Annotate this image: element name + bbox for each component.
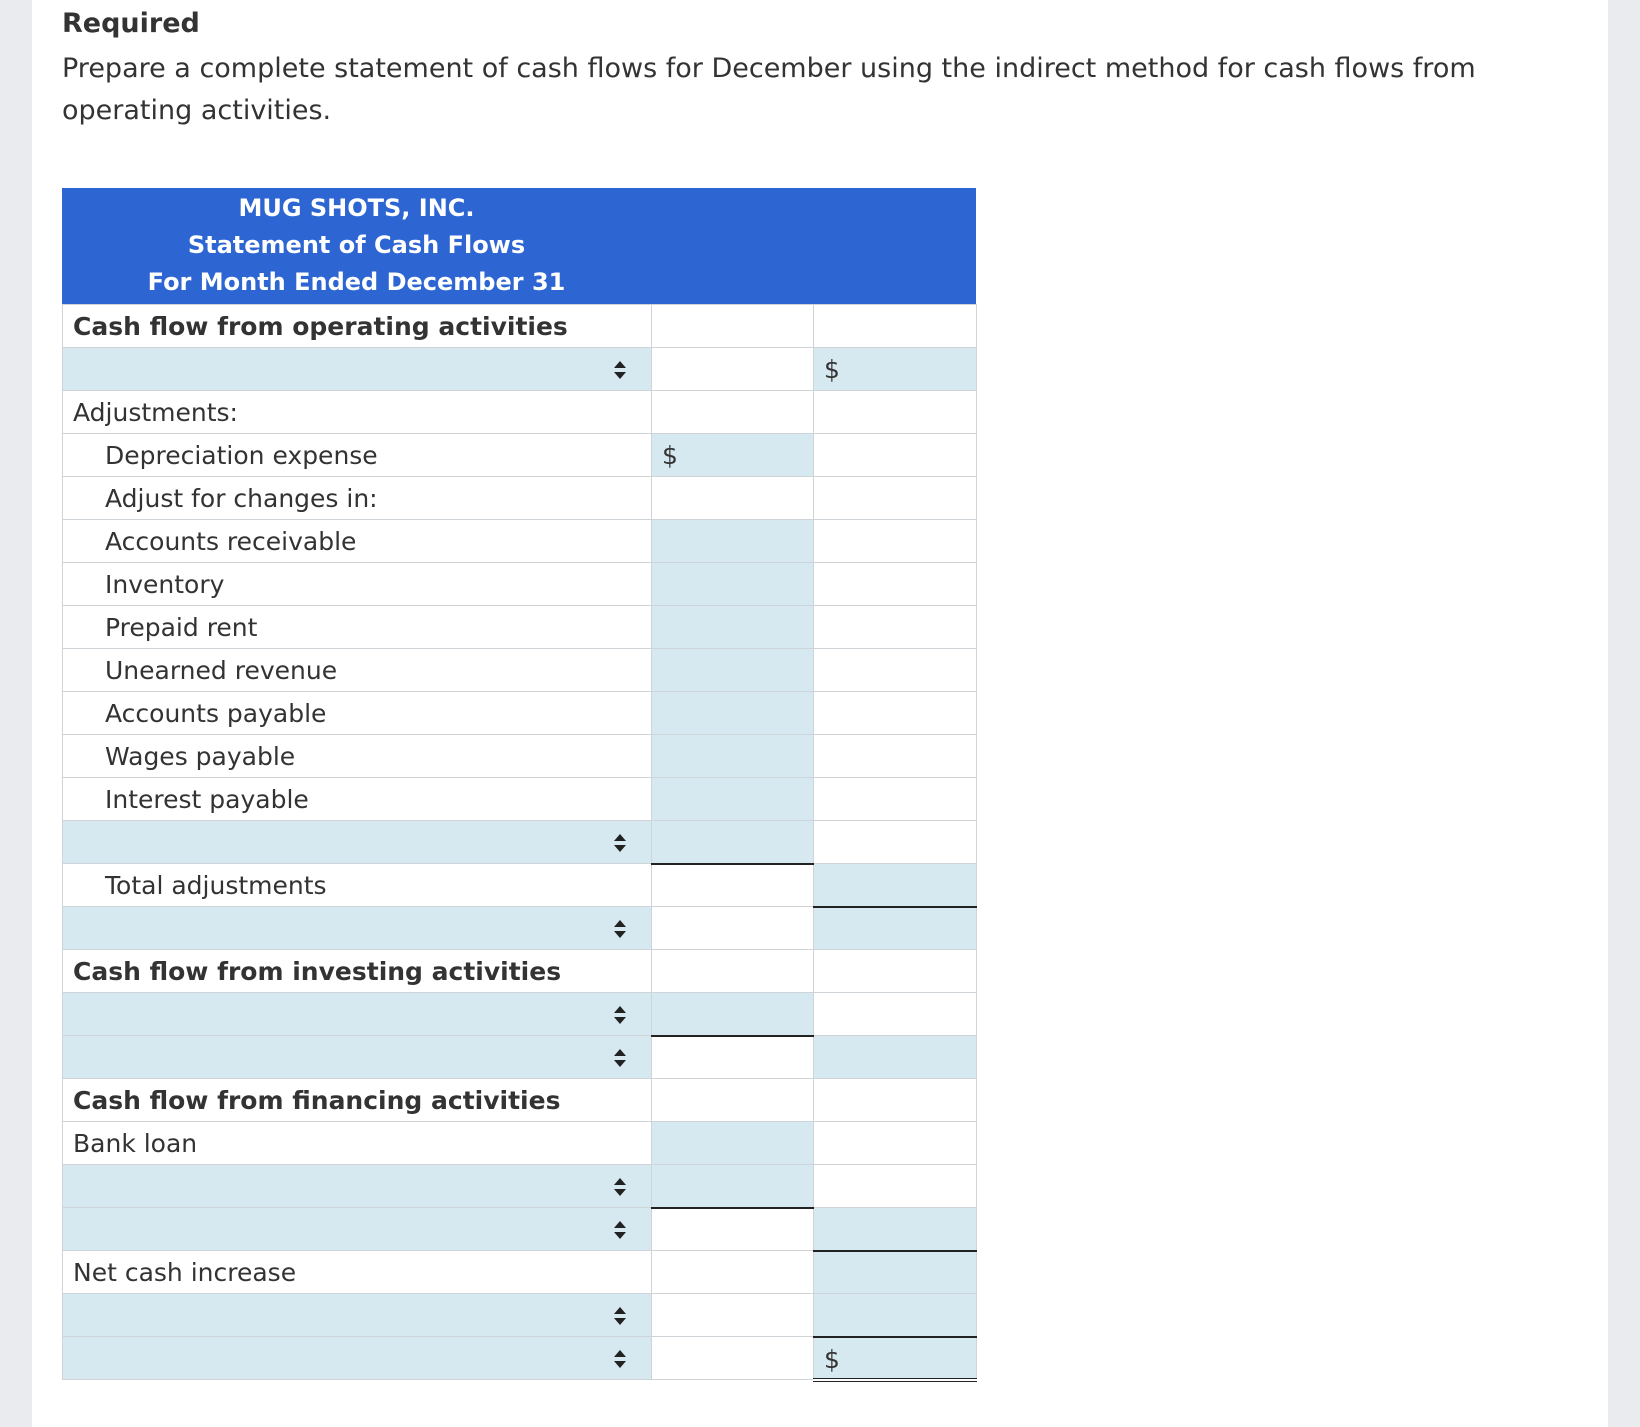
net-cash-increase-input[interactable] xyxy=(814,1251,977,1294)
dollar-sign: $ xyxy=(824,355,840,384)
table-row xyxy=(63,735,977,778)
prepaid-rent-input[interactable] xyxy=(652,606,814,649)
cash-balance-begin-select[interactable] xyxy=(63,1294,652,1337)
accounts-payable-label: Accounts payable xyxy=(63,692,652,735)
total-cell xyxy=(814,735,977,778)
amount-cell xyxy=(652,1079,814,1122)
unearned-revenue-input[interactable] xyxy=(652,649,814,692)
table-row xyxy=(63,778,977,821)
table-row xyxy=(63,305,977,348)
total-cell xyxy=(814,563,977,606)
table-row xyxy=(63,348,977,391)
adjustments-label: Adjustments: xyxy=(63,391,652,434)
select-arrows-icon xyxy=(613,1004,627,1026)
inventory-input[interactable] xyxy=(652,563,814,606)
table-row xyxy=(63,1337,977,1380)
total-cell xyxy=(814,950,977,993)
financing-item-input[interactable] xyxy=(652,1165,814,1208)
select-arrows-icon xyxy=(613,1047,627,1069)
total-cell xyxy=(814,434,977,477)
interest-payable-label: Interest payable xyxy=(63,778,652,821)
adjustment-item-select[interactable] xyxy=(63,821,652,864)
operating-total-select[interactable] xyxy=(63,907,652,950)
select-arrows-icon xyxy=(613,918,627,940)
wages-payable-label: Wages payable xyxy=(63,735,652,778)
investing-total-select[interactable] xyxy=(63,1036,652,1079)
required-heading: Required xyxy=(62,8,200,39)
amount-cell xyxy=(652,305,814,348)
total-adjustments-input[interactable] xyxy=(814,864,977,907)
bank-loan-label: Bank loan xyxy=(63,1122,652,1165)
net-income-input[interactable] xyxy=(814,348,977,391)
amount-cell xyxy=(652,950,814,993)
total-adjustments-label: Total adjustments xyxy=(63,864,652,907)
amount-cell xyxy=(652,1294,814,1337)
total-cell xyxy=(814,821,977,864)
cash-balance-end-select[interactable] xyxy=(63,1337,652,1380)
operating-activities-header: Cash flow from operating activities xyxy=(63,305,652,348)
interest-payable-input[interactable] xyxy=(652,778,814,821)
table-row xyxy=(63,391,977,434)
amount-cell xyxy=(652,1036,814,1079)
dollar-sign: $ xyxy=(662,441,678,470)
total-cell xyxy=(814,649,977,692)
table-row xyxy=(63,1036,977,1079)
statement-title: Statement of Cash Flows xyxy=(187,231,526,259)
total-cell xyxy=(814,477,977,520)
accounts-receivable-input[interactable] xyxy=(652,520,814,563)
table-row xyxy=(63,649,977,692)
total-cell xyxy=(814,993,977,1036)
total-cell xyxy=(814,1165,977,1208)
financing-item-select[interactable] xyxy=(63,1165,652,1208)
table-row xyxy=(63,563,977,606)
net-cash-increase-label: Net cash increase xyxy=(63,1251,652,1294)
select-arrows-icon xyxy=(613,1176,627,1198)
statement-period: For Month Ended December 31 xyxy=(147,268,566,296)
bank-loan-input[interactable] xyxy=(652,1122,814,1165)
table-row xyxy=(63,1294,977,1337)
required-instructions: Prepare a complete statement of cash flows for December using the indirect method for cash flows from operating activities. xyxy=(62,53,1476,126)
amount-cell xyxy=(652,1337,814,1380)
select-arrows-icon xyxy=(613,1219,627,1241)
wages-payable-input[interactable] xyxy=(652,735,814,778)
financing-activities-header: Cash flow from financing activities xyxy=(63,1079,652,1122)
amount-cell xyxy=(652,391,814,434)
total-cell xyxy=(814,692,977,735)
adjustment-item-input[interactable] xyxy=(652,821,814,864)
amount-cell xyxy=(652,477,814,520)
adjust-changes-label: Adjust for changes in: xyxy=(63,477,652,520)
select-arrows-icon xyxy=(613,1348,627,1370)
total-cell xyxy=(814,1122,977,1165)
table-row xyxy=(63,1079,977,1122)
cash-balance-begin-input[interactable] xyxy=(814,1294,977,1337)
select-arrows-icon xyxy=(613,359,627,381)
total-cell xyxy=(814,778,977,821)
select-arrows-icon xyxy=(613,832,627,854)
table-row xyxy=(63,1165,977,1208)
table-row xyxy=(63,606,977,649)
statement-table xyxy=(62,304,977,1382)
table-row xyxy=(63,1208,977,1251)
table-row xyxy=(63,907,977,950)
total-cell xyxy=(814,391,977,434)
amount-cell xyxy=(652,1208,814,1251)
total-cell xyxy=(814,606,977,649)
table-row xyxy=(63,520,977,563)
investing-total-input[interactable] xyxy=(814,1036,977,1079)
amount-cell xyxy=(652,348,814,391)
total-cell xyxy=(814,1079,977,1122)
total-cell xyxy=(814,305,977,348)
prepaid-rent-label: Prepaid rent xyxy=(63,606,652,649)
select-arrows-icon xyxy=(613,1305,627,1327)
table-row xyxy=(63,1251,977,1294)
table-row xyxy=(63,864,977,907)
table-row xyxy=(63,993,977,1036)
company-name: MUG SHOTS, INC. xyxy=(238,194,475,222)
cash-balance-end-input[interactable] xyxy=(814,1337,977,1380)
total-cell xyxy=(814,520,977,563)
table-row xyxy=(63,477,977,520)
depreciation-label: Depreciation expense xyxy=(63,434,652,477)
cash-flow-statement xyxy=(62,188,976,1382)
amount-cell xyxy=(652,907,814,950)
depreciation-input[interactable] xyxy=(652,434,814,477)
table-row xyxy=(63,821,977,864)
accounts-receivable-label: Accounts receivable xyxy=(63,520,652,563)
investing-activities-header: Cash flow from investing activities xyxy=(63,950,652,993)
table-row xyxy=(63,1122,977,1165)
table-row xyxy=(63,692,977,735)
financing-total-select[interactable] xyxy=(63,1208,652,1251)
table-row xyxy=(63,950,977,993)
operating-total-input[interactable] xyxy=(814,907,977,950)
inventory-label: Inventory xyxy=(63,563,652,606)
table-row xyxy=(63,434,977,477)
investing-item-select[interactable] xyxy=(63,993,652,1036)
amount-cell xyxy=(652,864,814,907)
dollar-sign: $ xyxy=(824,1344,840,1374)
amount-cell xyxy=(652,1251,814,1294)
operating-item-select[interactable] xyxy=(63,348,652,391)
financing-total-input[interactable] xyxy=(814,1208,977,1251)
accounts-payable-input[interactable] xyxy=(652,692,814,735)
unearned-revenue-label: Unearned revenue xyxy=(63,649,652,692)
investing-item-input[interactable] xyxy=(652,993,814,1036)
statement-header xyxy=(62,188,976,304)
